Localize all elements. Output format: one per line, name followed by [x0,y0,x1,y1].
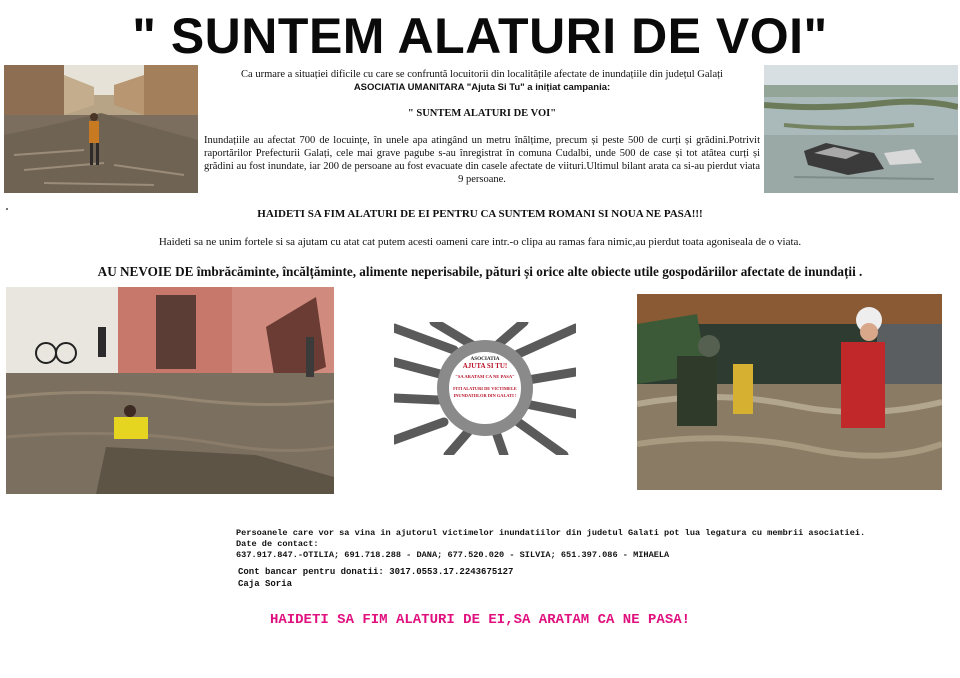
call-to-action: HAIDETI SA FIM ALATURI DE EI PENTRU CA SUNTEM ROMANI SI NOUA NE PASA!!! [257,208,703,220]
photo-submerged-cars [764,65,958,193]
bank-account: Cont bancar pentru donatii: 3017.0553.17.2243675127 [238,567,514,577]
emblem-line-1: ASOCIATIA [470,356,500,362]
intro-body: Inundațiile au afectat 700 de locuințe, în unele apa atingând un metru înălțime, precum și peste 500 de curți și grădini.Potrivit raportărilor Prefecturii Galați, cele mai grave pagube s-au înregistrat în comuna Cudalbi, unde 500 de case și tot atâtea curți și grădini au fost inundate, iar 200 de persoane au fost evacuate din casele afectate de viituri.Ultimul bilant arata ca si-au pierdut viata 9 persoane. [204,134,760,186]
contact-phones: 637.917.847.-OTILIA; 691.718.288 - DANA; 677.520.020 - SILVIA; 651.397.086 - MIHAELA [236,550,670,560]
needs-list: AU NEVOIE DE îmbrăcăminte, încălțăminte, alimente neperisabile, pături și orice alte obiecte utile gospodăriilor afectate de inundații . [97,264,863,279]
paragraph-unite: Haideti sa ne unim fortele si sa ajutam cu atat cat putem acesti oameni care intr.-o clipa au ramas fara nimic,au pierdut toata agoniseala de o viata. [158,236,802,248]
contact-block [236,528,866,561]
intro-association: ASOCIATIA UMANITARA "Ajuta Si Tu" a inițiat campania: [353,82,611,94]
photo-rescuers [637,294,942,490]
emblem-line-2: AJUTA SI TU! [462,362,508,370]
contact-label: Date de contact: [236,539,319,549]
emblem-line-4: FITI ALATURI DE VICTIMELE [453,386,517,391]
emblem-line-5: INUNDATIILOR DIN GALATI ! [453,393,517,398]
photo-flooded-street [4,65,198,193]
campaign-name: " SUNTEM ALATURI DE VOI" [407,108,557,120]
intro-line-1: Ca urmare a situației dificile cu care se confruntă locuitorii din localitățile afectate de inundațiile din județul Galați [241,69,723,80]
bank-name: Caja Soria [238,579,293,589]
intro-block [204,68,760,186]
closing-slogan: HAIDETI SA FIM ALATURI DE EI,SA ARATAM CA NE PASA! [269,612,691,628]
emblem [394,322,576,455]
photo-flooded-village [6,287,334,494]
emblem-line-3: "SA ARATAM CA NE PASA" [455,374,515,379]
emblem-text [452,356,518,399]
contact-line-1: Persoanele care vor sa vina in ajutorul victimelor inundatiilor din judetul Galati pot lua legatura cu membrii asociatiei. [236,528,866,538]
page-title: " SUNTEM ALATURI DE VOI" [132,8,828,64]
bank-block [238,566,513,590]
